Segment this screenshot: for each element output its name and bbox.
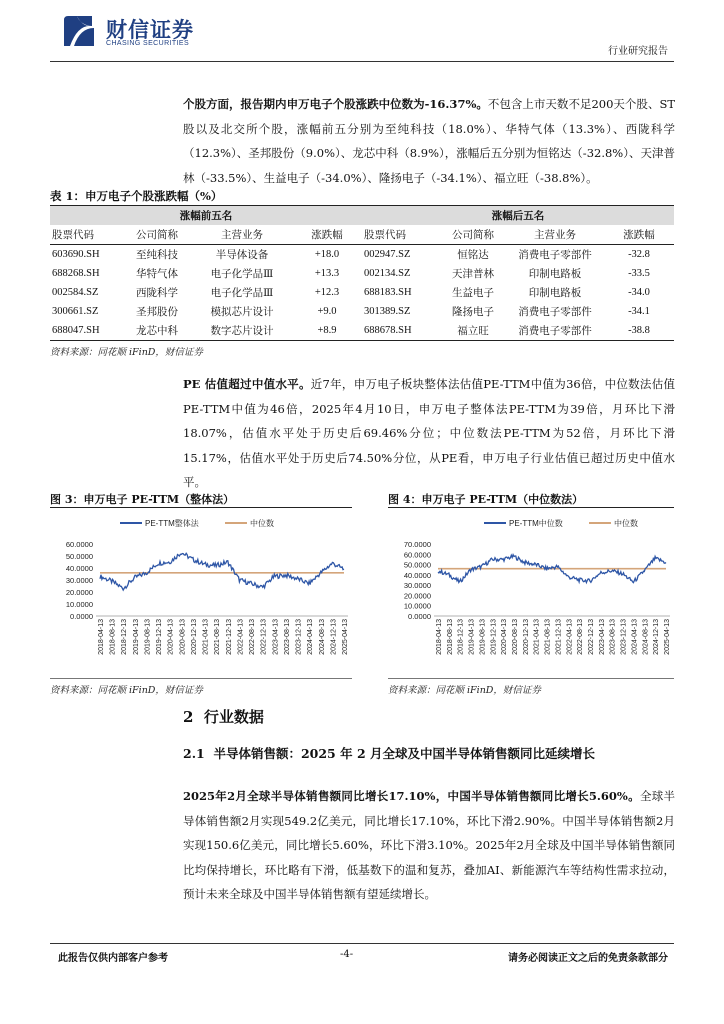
x-tick-label: 2023-12-13 <box>295 619 303 655</box>
legend-series-label: PE-TTM整体法 <box>145 519 199 528</box>
table-cell: 603690.SH <box>52 249 100 260</box>
figure-3-bottom-rule <box>50 678 352 679</box>
column-header: 股票代码 <box>50 225 122 245</box>
column-header: 主营业务 <box>192 225 292 245</box>
table-cell: 西陇科学 <box>136 287 178 299</box>
x-tick-label: 2024-12-13 <box>653 619 661 655</box>
section-title: 半导体销售额：2025 年 2 月全球及中国半导体销售额同比延续增长 <box>213 746 596 761</box>
x-tick-label: 2024-04-13 <box>307 619 315 655</box>
table-title: 表 1：申万电子个股涨跌幅（%） <box>50 189 223 203</box>
paragraph-lead: 2025年2月全球半导体销售额同比增长17.10%，中国半导体销售额同比增长5.60%。 <box>183 789 640 803</box>
table-cell: 天津普林 <box>452 268 494 280</box>
table-source: 资料来源：同花顺 iFinD，财信证券 <box>50 347 203 358</box>
x-tick-label: 2024-08-13 <box>642 619 650 655</box>
x-tick-label: 2020-08-13 <box>512 619 519 655</box>
figure-4-chart <box>388 510 674 674</box>
table-cell: -34.0 <box>628 287 650 298</box>
x-tick-label: 2018-04-13 <box>98 619 105 655</box>
footer-divider <box>50 943 674 944</box>
x-tick-label: 2019-12-13 <box>156 619 164 655</box>
x-tick-label: 2022-04-13 <box>237 619 245 655</box>
table-cell: -38.8 <box>604 321 674 341</box>
y-tick-label: 40.0000 <box>65 564 93 573</box>
figure-3-source: 资料来源：同花顺 iFinD，财信证券 <box>50 685 203 696</box>
x-tick-label: 2018-08-13 <box>109 619 117 655</box>
table-cell: +8.9 <box>292 321 362 341</box>
y-tick-label: 20.0000 <box>65 588 93 597</box>
table-cell: 隆扬电子 <box>452 306 494 318</box>
table-cell: 印制电路板 <box>528 268 582 280</box>
x-tick-label: 2023-08-13 <box>283 619 291 655</box>
x-tick-label: 2024-08-13 <box>318 619 326 655</box>
x-tick-label: 2022-04-13 <box>566 619 574 655</box>
table-cell: 消费电子零部件 <box>518 306 592 318</box>
y-tick-label: 60.0000 <box>403 550 431 560</box>
table-cell: 002134.SZ <box>364 268 411 279</box>
x-tick-label: 2021-04-13 <box>533 619 541 655</box>
table-cell: 301389.SZ <box>364 306 411 317</box>
table-cell: 数字芯片设计 <box>192 321 292 341</box>
x-tick-label: 2019-04-13 <box>132 619 140 655</box>
footer-disclaimer-right: 请务必阅读正文之后的免责条款部分 <box>508 953 668 964</box>
x-tick-label: 2019-08-13 <box>144 619 152 655</box>
section-2-1-heading <box>183 744 595 762</box>
x-tick-label: 2021-12-13 <box>555 619 563 655</box>
stock-change-table <box>50 205 674 341</box>
table-cell: 生益电子 <box>452 287 494 299</box>
x-tick-label: 2018-08-13 <box>446 619 454 655</box>
y-tick-label: 0.0000 <box>408 612 431 621</box>
x-tick-label: 2020-08-13 <box>179 619 187 655</box>
y-tick-label: 30.0000 <box>65 576 93 585</box>
x-tick-label: 2024-04-13 <box>631 619 639 655</box>
page-number: -4- <box>340 949 354 960</box>
group-top-five: 涨幅前五名 <box>50 206 362 226</box>
table-cell: +13.3 <box>314 268 340 279</box>
paragraph-body: 近7年，申万电子板块整体法估值PE-TTM中值为36倍，中位数法估值PE-TTM中值为46倍，2025年4月10日，申万电子整体法PE-TTM为39倍，月环比下滑18.07%，估值水平处于历史后69.46%分位；中位数法PE-TTM为52倍，月环比下滑15.17%，估值水平处于历史后74.50%分位，从PE看，申万电子行业估值已超过历史中值水平。 <box>183 377 675 489</box>
table-cell: 圣邦股份 <box>136 306 178 318</box>
table-cell: 688047.SH <box>50 321 122 341</box>
figure-3-top-rule <box>50 507 352 508</box>
table-row <box>50 264 674 283</box>
column-header: 股票代码 <box>362 225 440 245</box>
x-tick-label: 2018-12-13 <box>121 619 129 655</box>
x-tick-label: 2021-12-13 <box>225 619 233 655</box>
paragraph-pe-valuation <box>183 372 675 495</box>
table-cell: 半导体设备 <box>215 249 269 261</box>
x-tick-label: 2023-12-13 <box>620 619 628 655</box>
x-tick-label: 2019-08-13 <box>479 619 487 655</box>
table-cell: -33.5 <box>628 268 650 279</box>
logo-english-name: CHASING SECURITIES <box>106 40 190 47</box>
legend-series-label: PE-TTM中位数 <box>509 519 563 528</box>
x-tick-label: 2022-08-13 <box>249 619 257 655</box>
table-cell: 至纯科技 <box>136 249 178 261</box>
table-cell: 688678.SH <box>362 321 440 341</box>
figure-4-top-rule <box>388 507 674 508</box>
paragraph-body: 不包含上市天数不足200天个股、ST股以及北交所个股，涨幅前五分别为至纯科技（18.0%）、华特气体（13.3%）、西陇科学（12.3%）、圣邦股份（9.0%）、龙芯中科（8.9%），涨幅后五分别为恒铭达（-32.8%）、天津普林（-33.5%）、生益电子（-34.0%）、隆扬电子（-34.1%）、福立旺（-38.8%）。 <box>183 97 675 185</box>
x-tick-label: 2020-12-13 <box>522 619 530 655</box>
header-divider <box>50 61 674 62</box>
y-tick-label: 70.0000 <box>403 540 431 549</box>
section-2-heading <box>183 706 264 727</box>
paragraph-lead: PE 估值超过中值水平。 <box>183 377 311 391</box>
x-tick-label: 2021-04-13 <box>202 619 210 655</box>
section-title: 行业数据 <box>203 708 264 726</box>
y-tick-label: 20.0000 <box>403 591 431 601</box>
y-tick-label: 50.0000 <box>403 560 431 570</box>
column-header: 涨跌幅 <box>292 225 362 245</box>
x-tick-label: 2025-04-13 <box>342 619 349 655</box>
section-number: 2.1 <box>183 746 205 761</box>
table-cell: 消费电子零部件 <box>506 321 604 341</box>
table-cell: 688183.SH <box>364 287 412 298</box>
x-tick-label: 2022-08-13 <box>577 619 585 655</box>
table-cell: 002947.SZ <box>364 249 411 260</box>
table-cell: 688268.SH <box>52 268 100 279</box>
x-tick-label: 2023-08-13 <box>609 619 617 655</box>
table-cell: 300661.SZ <box>52 306 99 317</box>
x-tick-label: 2020-04-13 <box>167 619 175 655</box>
x-tick-label: 2024-12-13 <box>330 619 338 655</box>
legend-median-label: 中位数 <box>614 519 638 528</box>
column-header: 主营业务 <box>506 225 604 245</box>
table-cell: 华特气体 <box>136 268 178 280</box>
x-tick-label: 2020-12-13 <box>190 619 198 655</box>
x-tick-label: 2023-04-13 <box>272 619 280 655</box>
table-cell: 002584.SZ <box>52 287 99 298</box>
table-cell: 恒铭达 <box>457 249 489 261</box>
section-number: 2 <box>183 708 194 726</box>
pe-ttm-series-line <box>100 553 344 590</box>
x-tick-label: 2025-04-13 <box>664 619 671 655</box>
paragraph-lead: 个股方面，报告期内申万电子个股涨跌中位数为-16.37%。 <box>183 97 488 111</box>
table-cell: -32.8 <box>628 249 650 260</box>
logo-chinese-name: 财信证券 <box>106 18 194 42</box>
table-cell: 福立旺 <box>440 321 506 341</box>
table-cell: +9.0 <box>317 306 337 317</box>
table-cell: +12.3 <box>314 287 340 298</box>
x-tick-label: 2021-08-13 <box>214 619 222 655</box>
paragraph-stock-performance <box>183 92 675 190</box>
table-cell: 印制电路板 <box>528 287 582 299</box>
footer-disclaimer-left: 此报告仅供内部客户参考 <box>58 953 168 964</box>
x-tick-label: 2018-04-13 <box>436 619 443 655</box>
x-tick-label: 2023-04-13 <box>598 619 606 655</box>
figure-3-title: 图 3：申万电子 PE-TTM（整体法） <box>50 493 235 506</box>
y-tick-label: 0.0000 <box>70 612 93 621</box>
x-tick-label: 2022-12-13 <box>260 619 268 655</box>
x-tick-label: 2019-12-13 <box>490 619 498 655</box>
table-cell: 模拟芯片设计 <box>210 306 274 318</box>
figure-3-chart <box>50 510 352 674</box>
table-cell: +18.0 <box>314 249 340 260</box>
paragraph-semiconductor-sales <box>183 784 675 907</box>
column-header: 涨跌幅 <box>604 225 674 245</box>
column-header: 公司简称 <box>440 225 506 245</box>
report-type: 行业研究报告 <box>608 46 668 57</box>
table-cell: 消费电子零部件 <box>518 249 592 261</box>
x-tick-label: 2018-12-13 <box>457 619 465 655</box>
table-row <box>50 321 674 341</box>
figure-4-bottom-rule <box>388 678 674 679</box>
column-header: 公司简称 <box>122 225 192 245</box>
table-cell: -34.1 <box>628 306 650 317</box>
table-header-row <box>50 225 674 245</box>
y-tick-label: 30.0000 <box>403 581 431 591</box>
table-cell: 电子化学品Ⅲ <box>210 287 274 299</box>
table-row <box>50 245 674 265</box>
figure-4-source: 资料来源：同花顺 iFinD，财信证券 <box>388 685 541 696</box>
y-tick-label: 10.0000 <box>65 600 93 609</box>
y-tick-label: 60.0000 <box>65 540 93 549</box>
table-row <box>50 283 674 302</box>
group-bottom-five: 涨幅后五名 <box>362 206 674 226</box>
y-tick-label: 40.0000 <box>403 570 431 580</box>
company-logo <box>62 14 96 48</box>
table-row <box>50 302 674 321</box>
figure-4-title: 图 4：申万电子 PE-TTM（中位数法） <box>388 493 584 506</box>
x-tick-label: 2021-08-13 <box>544 619 552 655</box>
y-tick-label: 50.0000 <box>65 552 93 561</box>
y-tick-label: 10.0000 <box>403 601 431 611</box>
legend-median-label: 中位数 <box>250 519 274 528</box>
paragraph-body: 全球半导体销售额2月实现549.2亿美元，同比增长17.10%，环比下滑2.90%。中国半导体销售额2月实现150.6亿美元，同比增长5.60%，环比下滑3.10%。2025年2月全球及中国半导体销售额同比均保持增长，环比略有下滑，低基数下的温和复苏，叠加AI、新能源汽车等结构性需求拉动，预计未来全球及中国半导体销售额有望延续增长。 <box>183 789 676 901</box>
x-tick-label: 2022-12-13 <box>588 619 595 655</box>
x-tick-label: 2019-04-13 <box>468 619 476 655</box>
x-tick-label: 2020-04-13 <box>501 619 509 655</box>
table-cell: 龙芯中科 <box>122 321 192 341</box>
table-group-header <box>50 206 674 226</box>
table-cell: 电子化学品Ⅲ <box>210 268 274 280</box>
